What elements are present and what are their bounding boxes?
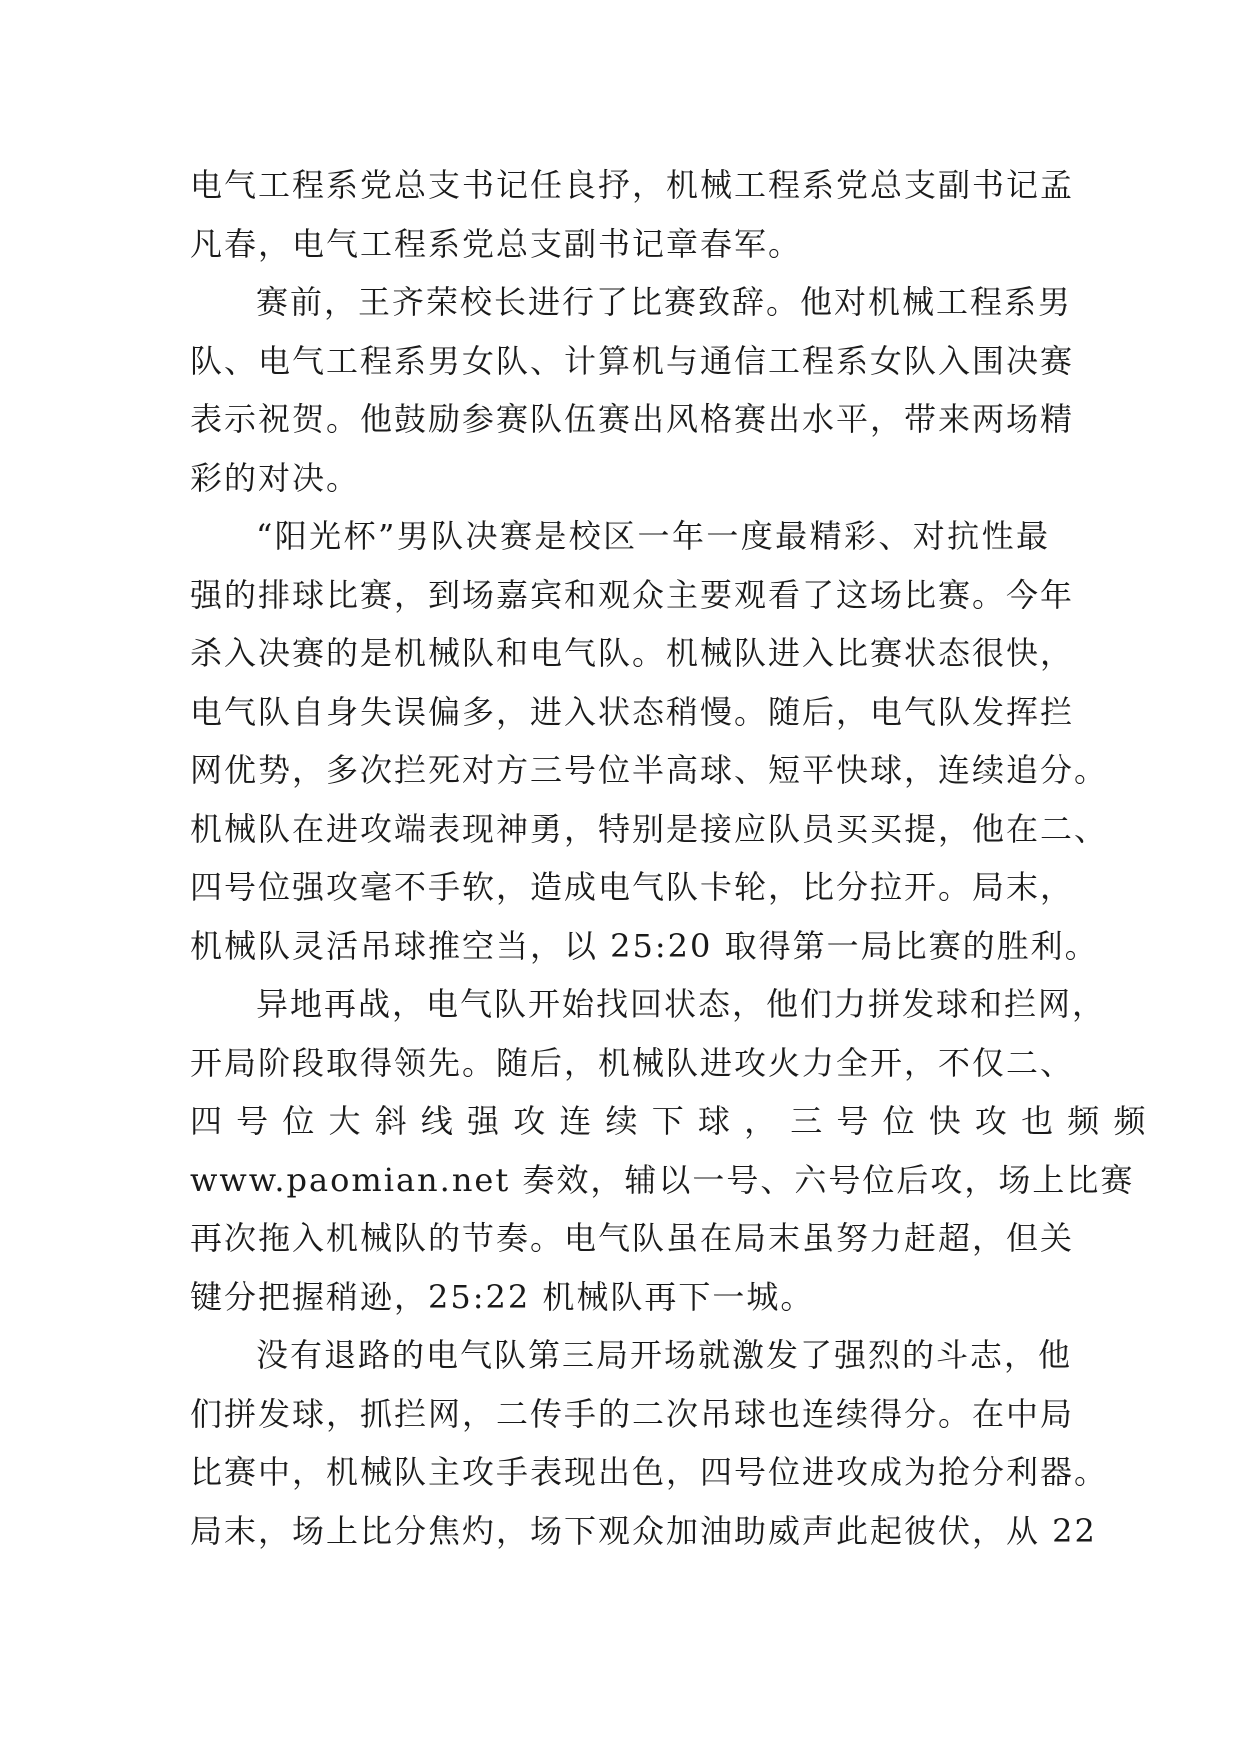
- text-line: 键分把握稍逊，25:22 机械队再下一城。: [190, 1277, 815, 1316]
- text-line: 再次拖入机械队的节奏。电气队虽在局末虽努力赶超，但关: [190, 1219, 1075, 1257]
- paragraph-start-line: 异地再战，电气队开始找回状态，他们力拼发球和拦网，: [256, 985, 1107, 1023]
- text-line: 机械队灵活吊球推空当，以 25:20 取得第一局比赛的胜利。: [190, 926, 1099, 965]
- article-body: [190, 156, 1148, 1560]
- text-line: 四 号 位 大 斜 线 强 攻 连 续 下 球 ， 三 号 位 快 攻 也 频 频: [190, 1102, 1148, 1140]
- text-line: 强的排球比赛，到场嘉宾和观众主要观看了这场比赛。今年: [190, 575, 1075, 614]
- text-line: 表示祝贺。他鼓励参赛队伍赛出风格赛出水平，带来两场精: [190, 400, 1075, 438]
- text-line: 四号位强攻毫不手软，造成电气队卡轮，比分拉开。局末，: [190, 868, 1075, 906]
- text-line: www.paomian.net 奏效，辅以一号、六号位后攻，场上比赛: [190, 1160, 1135, 1199]
- text-line: 彩的对决。: [190, 458, 361, 497]
- text-line: 局末，场上比分焦灼，场下观众加油助威声此起彼伏，从 22: [190, 1511, 1097, 1550]
- text-line: 开局阶段取得领先。随后，机械队进攻火力全开，不仅二、: [190, 1043, 1075, 1082]
- text-line: 机械队在进攻端表现神勇，特别是接应队员买买提，他在二、: [190, 809, 1109, 848]
- text-line: 队、电气工程系男女队、计算机与通信工程系女队入围决赛: [190, 341, 1075, 380]
- text-line: 杀入决赛的是机械队和电气队。机械队进入比赛状态很快，: [190, 634, 1075, 672]
- paragraph-start-line: 没有退路的电气队第三局开场就激发了强烈的斗志，他: [256, 1336, 1073, 1374]
- paragraph-start-line: “阳光杯”男队决赛是校区一年一度最精彩、对抗性最: [256, 517, 1050, 555]
- paragraph-start-line: 赛前，王齐荣校长进行了比赛致辞。他对机械工程系男: [256, 283, 1073, 321]
- text-line: 凡春，电气工程系党总支副书记章春军。: [190, 224, 803, 263]
- text-line: 电气队自身失误偏多，进入状态稍慢。随后，电气队发挥拦: [190, 692, 1075, 731]
- text-line: 比赛中，机械队主攻手表现出色，四号位进攻成为抢分利器。: [190, 1453, 1109, 1491]
- text-line: 电气工程系党总支书记任良抒，机械工程系党总支副书记孟: [190, 166, 1075, 204]
- text-line: 网优势，多次拦死对方三号位半高球、短平快球，连续追分。: [190, 751, 1109, 789]
- text-line: 们拼发球，抓拦网，二传手的二次吊球也连续得分。在中局: [190, 1394, 1075, 1433]
